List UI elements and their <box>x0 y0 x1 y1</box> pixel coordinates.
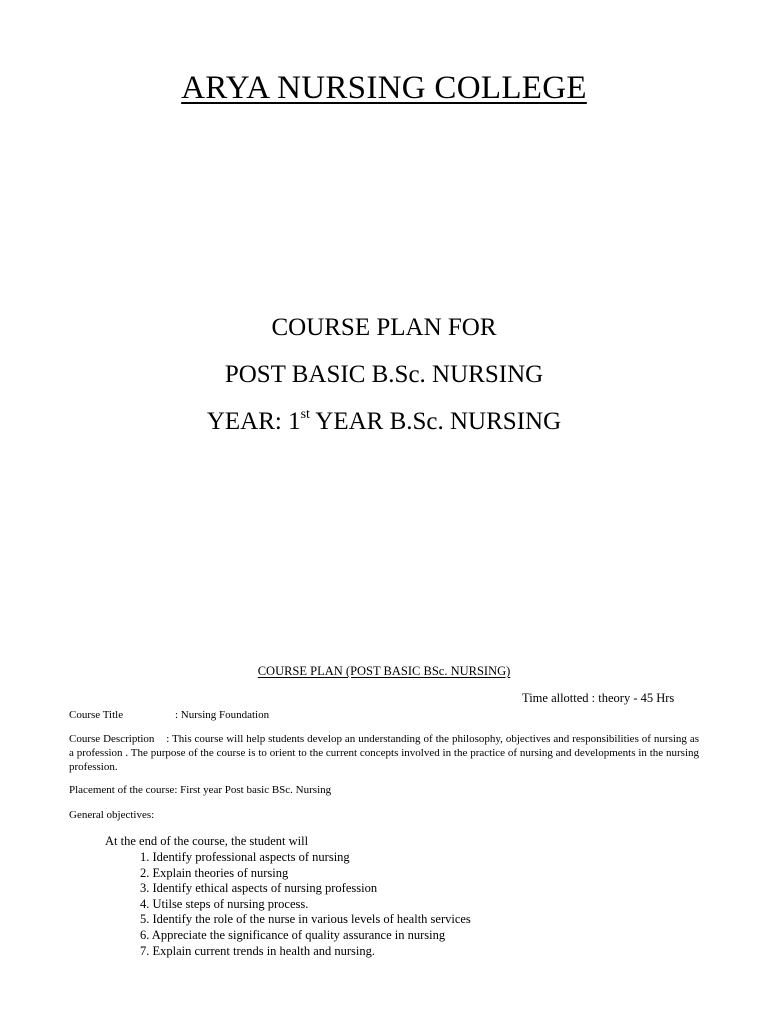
plan-heading-line-3 <box>0 408 768 436</box>
objective-item: 1. Identify professional aspects of nursing <box>140 850 350 864</box>
year-prefix: YEAR: 1 <box>206 408 301 435</box>
course-title-label: Course Title <box>69 709 124 721</box>
course-description <box>69 732 699 774</box>
objective-item: 3. Identify ethical aspects of nursing profession <box>140 881 378 896</box>
objectives-intro: At the end of the course, the student will <box>105 834 309 848</box>
course-title-row <box>69 708 269 722</box>
objective-item: 5. Identify the role of the nurse in various levels of health services <box>140 912 471 927</box>
course-placement: Placement of the course: First year Post basic BSc. Nursing <box>69 784 332 796</box>
general-objectives-label: General objectives: <box>69 809 155 821</box>
year-ordinal-suffix: st <box>300 407 310 422</box>
college-title: ARYA NURSING COLLEGE <box>181 70 587 106</box>
objective-item: 4. Utilse steps of nursing process. <box>140 896 309 911</box>
objective-item: 2. Explain theories of nursing <box>140 865 289 880</box>
objective-item: 6. Appreciate the significance of quality assurance in nursing <box>140 927 446 942</box>
course-title-value: : Nursing Foundation <box>175 709 270 721</box>
objectives-list <box>140 850 471 959</box>
time-allotted: Time allotted : theory - 45 Hrs <box>522 691 675 705</box>
plan-heading-line-1: COURSE PLAN FOR <box>271 314 497 341</box>
plan-heading-line-2: POST BASIC B.Sc. NURSING <box>224 361 544 388</box>
course-description-label: Course Description <box>69 733 155 745</box>
section-title: COURSE PLAN (POST BASIC BSc. NURSING) <box>257 664 511 678</box>
objective-item: 7. Explain current trends in health and nursing. <box>140 943 376 958</box>
course-description-value: : This course will help students develop an understanding of the philosophy, objectives and responsibilities of nursing as a profession . The purpose of the course is to orient to the current concepts involved in the practice of nursing and developments in the nursing profession. <box>69 733 700 773</box>
year-suffix: YEAR B.Sc. NURSING <box>309 408 562 435</box>
